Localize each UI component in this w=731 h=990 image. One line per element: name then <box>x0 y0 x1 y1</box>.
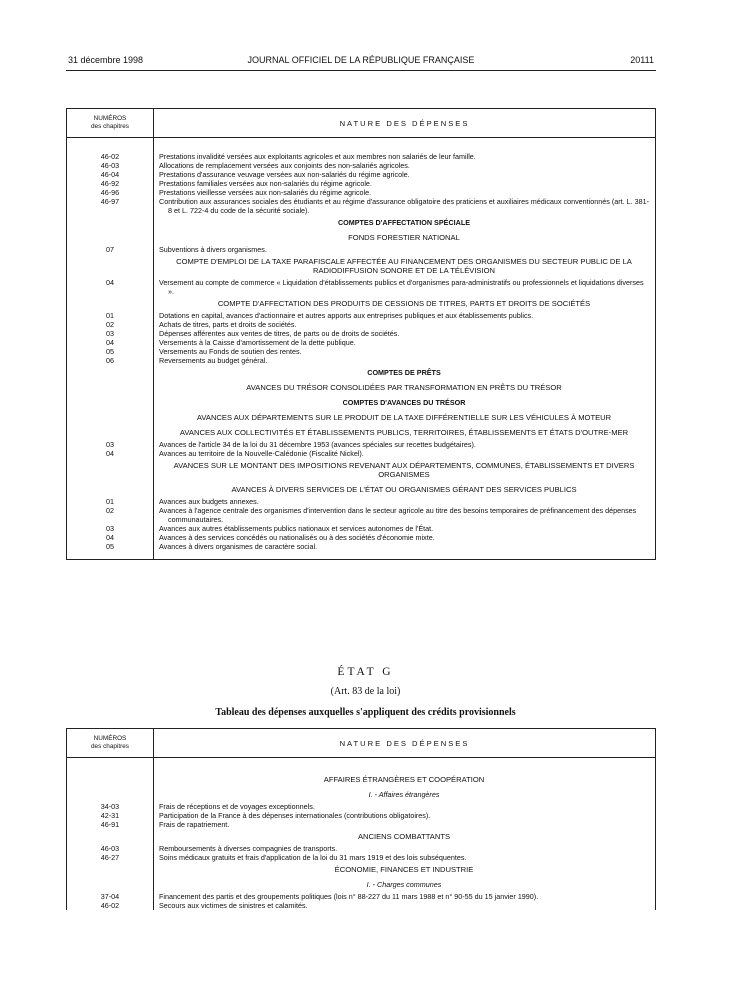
table-row <box>67 853 656 862</box>
table-row <box>67 311 656 320</box>
section-heading-row <box>67 380 656 395</box>
expense-description: Dotations en capital, avances d'actionnaire et autres apports aux entreprises publiques et aux établissements publics. <box>159 311 534 320</box>
table-row <box>67 320 656 329</box>
chapter-number: 04 <box>67 338 154 347</box>
expense-description: Avances à divers organismes de caractère social. <box>159 542 318 551</box>
chapter-number: 46-96 <box>67 188 154 197</box>
expense-description: Achats de titres, parts et droits de sociétés. <box>159 320 297 329</box>
table-row <box>67 329 656 338</box>
table-header-row <box>67 729 656 758</box>
chapter-number: 07 <box>67 245 154 254</box>
chapter-number: 46-02 <box>67 152 154 161</box>
chapter-number: 03 <box>67 329 154 338</box>
expense-description: Versements à la Caisse d'amortissement de la dette publique. <box>159 338 356 347</box>
section-heading: ANCIENS COMBATTANTS <box>154 829 656 844</box>
expense-description: Avances à l'agence centrale des organismes d'intervention dans le secteur agricole au titre des besoins temporaires de préfinancement des dépenses communautaires. <box>159 506 637 524</box>
table-row <box>67 440 656 449</box>
col-numeros-header: NUMÉROS des chapitres <box>67 729 154 758</box>
section-heading: COMPTES D'AVANCES DU TRÉSOR <box>154 395 656 410</box>
section-heading: FONDS FORESTIER NATIONAL <box>154 230 656 245</box>
etat-title: ÉTAT G <box>337 666 394 678</box>
expense-description: Reversements au budget général. <box>159 356 268 365</box>
table-row <box>67 179 656 188</box>
col-nature-header: NATURE DES DÉPENSES <box>154 729 656 758</box>
section-heading-row <box>67 862 656 877</box>
expense-description: Avances aux budgets annexes. <box>159 497 259 506</box>
section-heading: COMPTES D'AFFECTATION SPÉCIALE <box>154 215 656 230</box>
etat-subtitle: (Art. 83 de la loi) <box>330 686 401 697</box>
chapter-number: 46-03 <box>67 161 154 170</box>
section-heading: COMPTE D'EMPLOI DE LA TAXE PARAFISCALE AFFECTÉE AU FINANCEMENT DES ORGANISMES DU SECTEUR PUBLIC DE LA RADIODIFFUSION SONORE ET DE LA TÉLÉVISION <box>154 254 656 278</box>
section-heading: COMPTES DE PRÊTS <box>154 365 656 380</box>
section-heading-row <box>67 458 656 482</box>
header-date: 31 décembre 1998 <box>68 55 144 65</box>
expense-description: Avances de l'article 34 de la loi du 31 décembre 1953 (avances spéciales sur recettes budgétaires). <box>159 440 476 449</box>
chapter-number: 46-02 <box>67 901 154 910</box>
header-rule <box>66 70 656 71</box>
expense-description: Contribution aux assurances sociales des étudiants et au régime d'assurance obligatoire des praticiens et auxiliaires médicaux conventionnés (art. L. 381-8 et L. 722-4 du code de la sécurité sociale). <box>159 197 649 215</box>
section-heading: AFFAIRES ÉTRANGÈRES ET COOPÉRATION <box>154 772 656 787</box>
section-heading-row <box>67 410 656 425</box>
chapter-number: 46-04 <box>67 170 154 179</box>
section-heading: COMPTE D'AFFECTATION DES PRODUITS DE CESSIONS DE TITRES, PARTS ET DROITS DE SOCIÉTÉS <box>154 296 656 311</box>
spacer-row <box>67 138 656 153</box>
table-row <box>67 347 656 356</box>
chapter-number: 46-03 <box>67 844 154 853</box>
section-heading-row <box>67 230 656 245</box>
table-row <box>67 533 656 542</box>
table-row <box>67 820 656 829</box>
expense-description: Prestations vieillesse versées aux non-salariés du régime agricole. <box>159 188 372 197</box>
section-heading-row <box>67 365 656 380</box>
chapter-number: 03 <box>67 524 154 533</box>
section-heading-row <box>67 425 656 440</box>
header-journal-title: JOURNAL OFFICIEL DE LA RÉPUBLIQUE FRANÇAISE <box>247 55 475 65</box>
section-heading: AVANCES AUX DÉPARTEMENTS SUR LE PRODUIT DE LA TAXE DIFFÉRENTIELLE SUR LES VÉHICULES À MOTEUR <box>154 410 656 425</box>
table-row <box>67 278 656 296</box>
chapter-number: 46-27 <box>67 853 154 862</box>
chapter-number: 01 <box>67 311 154 320</box>
section-heading: AVANCES DU TRÉSOR CONSOLIDÉES PAR TRANSFORMATION EN PRÊTS DU TRÉSOR <box>154 380 656 395</box>
expense-description: Frais de réceptions et de voyages exceptionnels. <box>159 802 315 811</box>
expense-description: Allocations de remplacement versées aux conjoints des non-salariés agricoles. <box>159 161 410 170</box>
table-row <box>67 245 656 254</box>
table-row <box>67 892 656 901</box>
expense-description: Prestations invalidité versées aux exploitants agricoles et aux membres non salariés de leur famille. <box>159 152 476 161</box>
table-row <box>67 170 656 179</box>
chapter-number: 42-31 <box>67 811 154 820</box>
section-heading: ÉCONOMIE, FINANCES ET INDUSTRIE <box>154 862 656 877</box>
table-row <box>67 542 656 551</box>
section-heading: I. - Affaires étrangères <box>154 787 656 802</box>
expense-description: Soins médicaux gratuits et frais d'application de la loi du 31 mars 1919 et des lois subséquentes. <box>159 853 467 862</box>
expense-description: Avances aux autres établissements publics nationaux et services autonomes de l'État. <box>159 524 434 533</box>
section-heading: I. - Charges communes <box>154 877 656 892</box>
page-header <box>68 55 654 69</box>
table-row <box>67 497 656 506</box>
expense-description: Prestations familiales versées aux non-salariés du régime agricole. <box>159 179 372 188</box>
table-row <box>67 506 656 524</box>
expense-description: Avances à des services concédés ou nationalisés ou à des sociétés d'économie mixte. <box>159 533 435 542</box>
depenses-table-1 <box>66 108 656 560</box>
expense-description: Participation de la France à des dépenses internationales (contributions obligatoires). <box>159 811 431 820</box>
expense-description: Frais de rapatriement. <box>159 820 230 829</box>
header-page-number: 20111 <box>630 55 654 65</box>
table-row <box>67 161 656 170</box>
expense-description: Versement au compte de commerce « Liquidation d'établissements publics et d'organismes para-administratifs ou professionnels et liquidations diverses ». <box>159 278 644 296</box>
col-nature-header: NATURE DES DÉPENSES <box>154 109 656 138</box>
table-row <box>67 901 656 910</box>
table-row <box>67 152 656 161</box>
expense-description: Subventions à divers organismes. <box>159 245 267 254</box>
chapter-number: 02 <box>67 320 154 329</box>
expense-description: Versements au Fonds de soutien des rentes. <box>159 347 302 356</box>
depenses-table-2 <box>66 728 656 910</box>
chapter-number: 46-91 <box>67 820 154 829</box>
chapter-number: 46-92 <box>67 179 154 188</box>
section-heading-row <box>67 215 656 230</box>
chapter-number: 46-97 <box>67 197 154 215</box>
table-row <box>67 449 656 458</box>
etat-caption: Tableau des dépenses auxquelles s'appliquent des crédits provisionnels <box>215 707 516 718</box>
spacer-row <box>67 758 656 773</box>
table-header-row <box>67 109 656 138</box>
section-heading-row <box>67 296 656 311</box>
expense-description: Avances au territoire de la Nouvelle-Calédonie (Fiscalité Nickel). <box>159 449 364 458</box>
chapter-number: 05 <box>67 347 154 356</box>
table-row <box>67 802 656 811</box>
chapter-number: 06 <box>67 356 154 365</box>
section-heading-row <box>67 254 656 278</box>
table-body <box>67 138 656 560</box>
table-row <box>67 811 656 820</box>
expense-description: Prestations d'assurance veuvage versées aux non-salariés du régime agricole. <box>159 170 410 179</box>
section-heading: AVANCES SUR LE MONTANT DES IMPOSITIONS REVENANT AUX DÉPARTEMENTS, COMMUNES, ÉTABLISSEMENTS ET DIVERS ORGANISMES <box>154 458 656 482</box>
section-heading: AVANCES À DIVERS SERVICES DE L'ÉTAT OU ORGANISMES GÉRANT DES SERVICES PUBLICS <box>154 482 656 497</box>
table-row <box>67 524 656 533</box>
chapter-number: 37-04 <box>67 892 154 901</box>
expense-description: Financement des partis et des groupements politiques (lois n° 88-227 du 11 mars 1988 et n° 90-55 du 15 janvier 1990). <box>159 892 539 901</box>
section-heading: AVANCES AUX COLLECTIVITÉS ET ÉTABLISSEMENTS PUBLICS, TERRITOIRES, ÉTABLISSEMENTS ET ÉTATS D'OUTRE-MER <box>154 425 656 440</box>
closing-row <box>67 551 656 560</box>
expense-description: Secours aux victimes de sinistres et calamités. <box>159 901 308 910</box>
section-heading-row <box>67 787 656 802</box>
chapter-number: 04 <box>67 449 154 458</box>
chapter-number: 04 <box>67 278 154 296</box>
section-heading-row <box>67 482 656 497</box>
chapter-number: 02 <box>67 506 154 524</box>
table-body <box>67 758 656 911</box>
section-heading-row <box>67 395 656 410</box>
expense-description: Dépenses afférentes aux ventes de titres, de parts ou de droits de sociétés. <box>159 329 400 338</box>
col-numeros-header: NUMÉROS des chapitres <box>67 109 154 138</box>
chapter-number: 34-03 <box>67 802 154 811</box>
chapter-number: 04 <box>67 533 154 542</box>
table-row <box>67 356 656 365</box>
chapter-number: 01 <box>67 497 154 506</box>
section-heading-row <box>67 772 656 787</box>
table-row <box>67 197 656 215</box>
expense-description: Remboursements à diverses compagnies de transports. <box>159 844 338 853</box>
chapter-number: 05 <box>67 542 154 551</box>
table-row <box>67 844 656 853</box>
section-heading-row <box>67 877 656 892</box>
section-heading-row <box>67 829 656 844</box>
table-row <box>67 188 656 197</box>
chapter-number: 03 <box>67 440 154 449</box>
table-row <box>67 338 656 347</box>
